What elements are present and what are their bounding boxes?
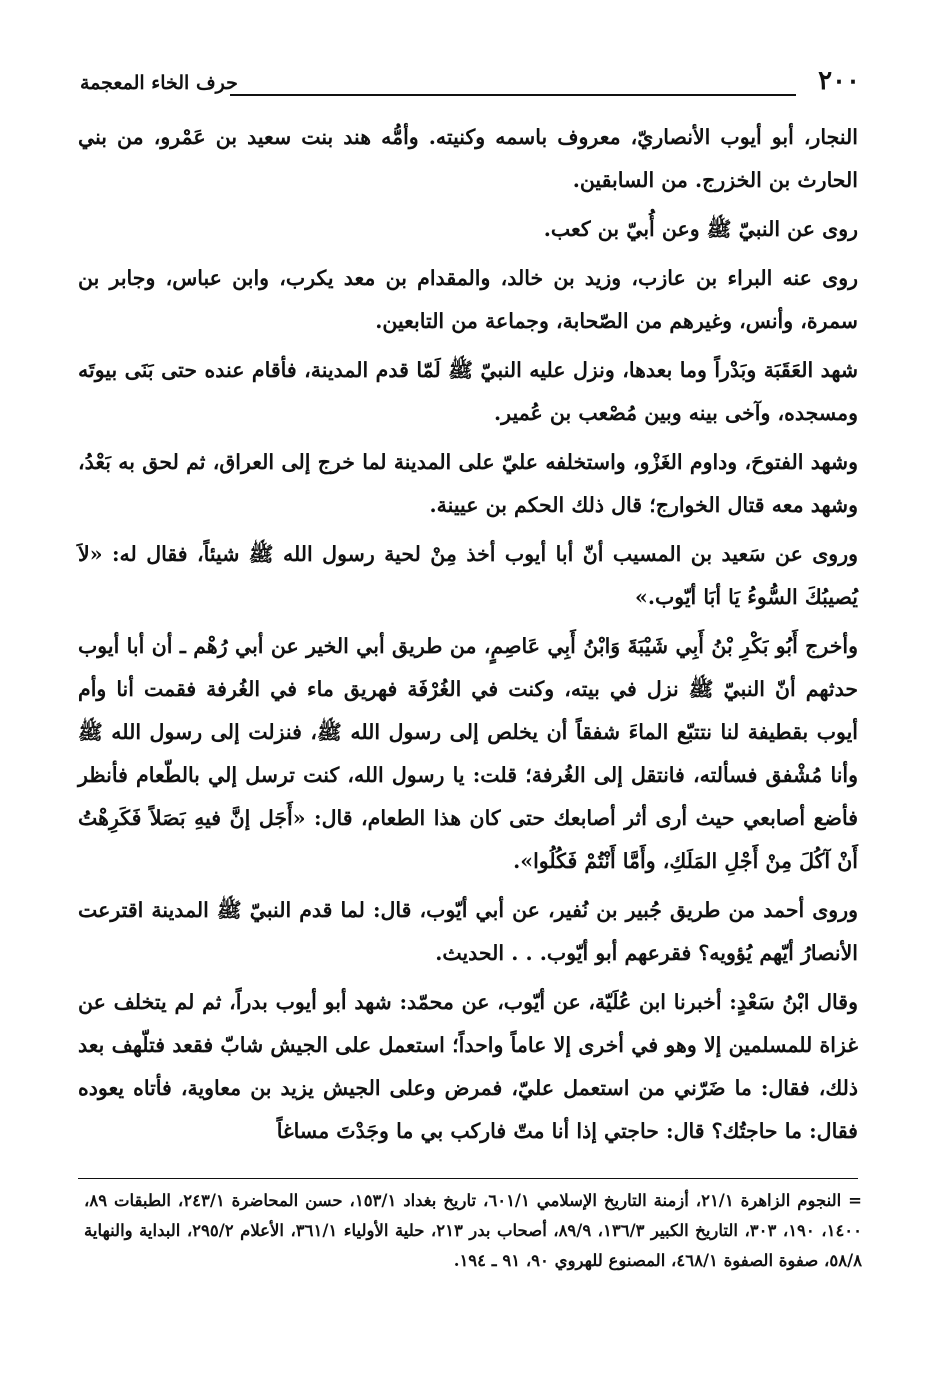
- page-number: ٢٠٠: [818, 66, 860, 96]
- paragraph-7: وأخرج أَبُو بَكْرِ بْنُ أَبِي شَيْبَةَ وَابْنُ أَبِي عَاصِمٍ، من طريق أبي الخير عن أبي رُهْم ـ أن أبا أيوب حدثهم أنّ النبيّ ﷺ نزل في بيته، وكنت في الغُرْفَة فهريق ماء في الغُرفة فقمت أنا وأم أيوب بقطيفة لنا نتتبّع الماءَ شفقاً أن يخلص إلى رسول الله ﷺ، فنزلت إلى رسول الله ﷺ وأنا مُشْفق فسألته، فانتقل إلى الغُرفة؛ قلت: يا رسول الله، كنت ترسل إلي بالطّعام فأنظر فأضع أصابعي حيث أرى أثر أصابعك حتى كان هذا الطعام، قال: «أَجَل إنَّ فيهِ بَصَلاً فَكَرِهْتُ أَنْ آكُلَ مِنْ أَجْلِ المَلَكِ، وأَمَّا أَنْتُمْ فَكُلُوا».: [78, 634, 858, 873]
- paragraph-3: روى عنه البراء بن عازب، وزيد بن خالد، والمقدام بن معد يكرب، وابن عباس، وجابر بن سمرة، وأنس، وغيرهم من الصّحابة، وجماعة من التابعين.: [78, 266, 858, 333]
- header-rule: [230, 94, 796, 96]
- paragraph-1: النجار، أبو أيوب الأنصاريّ، معروف باسمه وكنيته. وأمُّه هند بنت سعيد بن عَمْرو، من بني الحارث بن الخزرج. من السابقين.: [78, 125, 858, 192]
- paragraph-2: روى عن النبيّ ﷺ وعن أُبيّ بن كعب.: [543, 217, 858, 241]
- paragraph-5: وشهد الفتوحَ، وداوم الغَزْو، واستخلفه عليّ على المدينة لما خرج إلى العراق، ثم لحق به بَعْدُ، وشهد معه قتال الخوارج؛ قال ذلك الحكم بن عيينة.: [78, 450, 858, 517]
- running-title: حرف الخاء المعجمة: [80, 72, 238, 94]
- footnote-rule: [78, 1178, 858, 1179]
- page-header: [80, 64, 860, 100]
- footnote: = النجوم الزاهرة ٢١/١، أزمنة التاريخ الإسلامي ٦٠١/١، تاريخ بغداد ١٥٣/١، حسن المحاضرة ٢٤٣/١، الطبقات ٨٩، ١٤٠٠، ١٩٠، ٣٠٣، التاريخ الكبير ١٣٦/٣، ٨٩/٩، أصحاب بدر ٢١٣، حلية الأولياء ٣٦١/١، الأعلام ٢٩٥/٢، البداية والنهاية ٥٨/٨، صفوة الصفوة ٤٦٨/١، المصنوع للهروي ٩٠، ٩١ ـ ١٩٤.: [84, 1191, 863, 1270]
- paragraph-6: وروى عن سَعيد بن المسيب أنّ أبا أيوب أخذ مِنْ لحية رسول الله ﷺ شيئاً، فقال له: «لاَ يُصيبُكَ السُّوءُ يَا أبَا أيّوب.»: [78, 542, 858, 609]
- paragraph-9: وقال ابْنُ سَعْدٍ: أخبرنا ابن عُلَيّة، عن أيّوب، عن محمّد: شهد أبو أيوب بدراً، ثم لم يتخلف عن غزاة للمسلمين إلا وهو في أخرى إلا عاماً واحداً؛ استعمل على الجيش شابّ فقعد فتلّهف بعد ذلك، فقال: ما ضَرّني من استعمل عليّ، فمرض وعلى الجيش يزيد بن معاوية، فأتاه يعوده فقال: ما حاجتُك؟ قال: حاجتي إذا أنا متّ فاركب بي ما وجَدْتَ مساغاً: [78, 990, 858, 1143]
- paragraph-4: شهد العَقَبَة وبَدْراً وما بعدها، ونزل عليه النبيّ ﷺ لَمّا قدم المدينة، فأقام عنده حتى بَنَى بيوتَه ومسجده، وآخى بينه وبين مُصْعب بن عُمير.: [78, 358, 858, 425]
- main-text: [78, 116, 858, 1159]
- paragraph-8: وروى أحمد من طريق جُبير بن نُفير، عن أبي أيّوب، قال: لما قدم النبيّ ﷺ المدينة اقترعت الأنصارُ أيّهم يُؤويه؟ فقرعهم أبو أيّوب. . . الحديث.: [78, 898, 858, 965]
